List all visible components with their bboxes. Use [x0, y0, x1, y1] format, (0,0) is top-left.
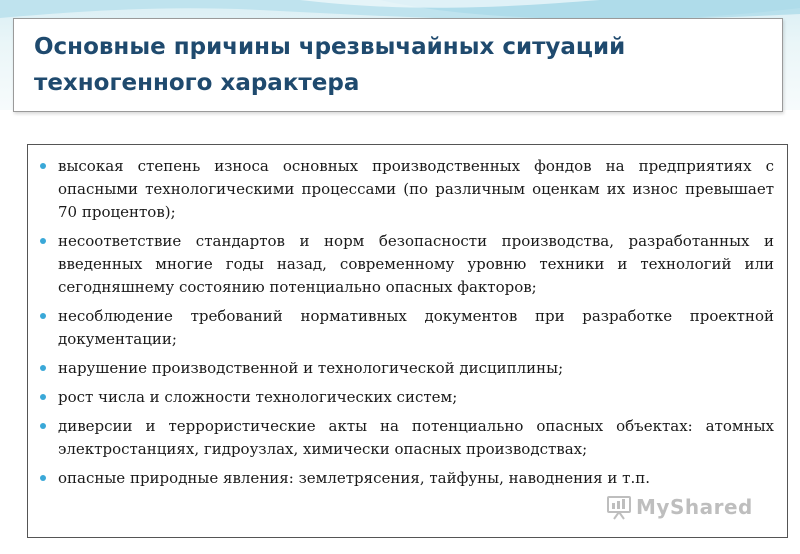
list-item — [38, 305, 774, 351]
bullet-dot-icon — [40, 163, 46, 169]
bullet-text: опасные природные явления: землетрясения, тайфуны, наводнения и т.п. — [58, 469, 650, 487]
content-box — [27, 144, 788, 538]
list-item — [38, 467, 774, 490]
bullet-text: диверсии и террористические акты на потенциально опасных объектах: атомных электростанциях, гидроузлах, химически опасных производствах; — [58, 417, 774, 458]
bullet-dot-icon — [40, 423, 46, 429]
bullet-dot-icon — [40, 238, 46, 244]
list-item — [38, 415, 774, 461]
bullet-dot-icon — [40, 365, 46, 371]
bullet-text: высокая степень износа основных производственных фондов на предприятиях с опасными технологическими процессами (по различным оценкам их износ превышает 70 процентов); — [58, 157, 774, 221]
list-item — [38, 357, 774, 380]
bullet-text: рост числа и сложности технологических систем; — [58, 388, 458, 406]
presentation-board-icon — [606, 494, 632, 520]
bullet-dot-icon — [40, 313, 46, 319]
bullet-text: несоблюдение требований нормативных документов при разработке проектной документации; — [58, 307, 774, 348]
list-item — [38, 386, 774, 409]
slide-title: Основные причины чрезвычайных ситуаций техногенного характера — [34, 34, 626, 96]
bullet-list — [38, 155, 774, 496]
bullet-dot-icon — [40, 475, 46, 481]
list-item — [38, 230, 774, 299]
bullet-text: нарушение производственной и технологической дисциплины; — [58, 359, 564, 377]
watermark — [606, 494, 753, 520]
list-item — [38, 155, 774, 224]
watermark-text: MyShared — [636, 495, 753, 519]
bullet-text: несоответствие стандартов и норм безопасности производства, разработанных и введенных многие годы назад, современному уровню техники и технологий или сегодняшнему состоянию потенциально опасных факторов; — [58, 232, 774, 296]
title-box — [13, 18, 783, 112]
bullet-dot-icon — [40, 394, 46, 400]
